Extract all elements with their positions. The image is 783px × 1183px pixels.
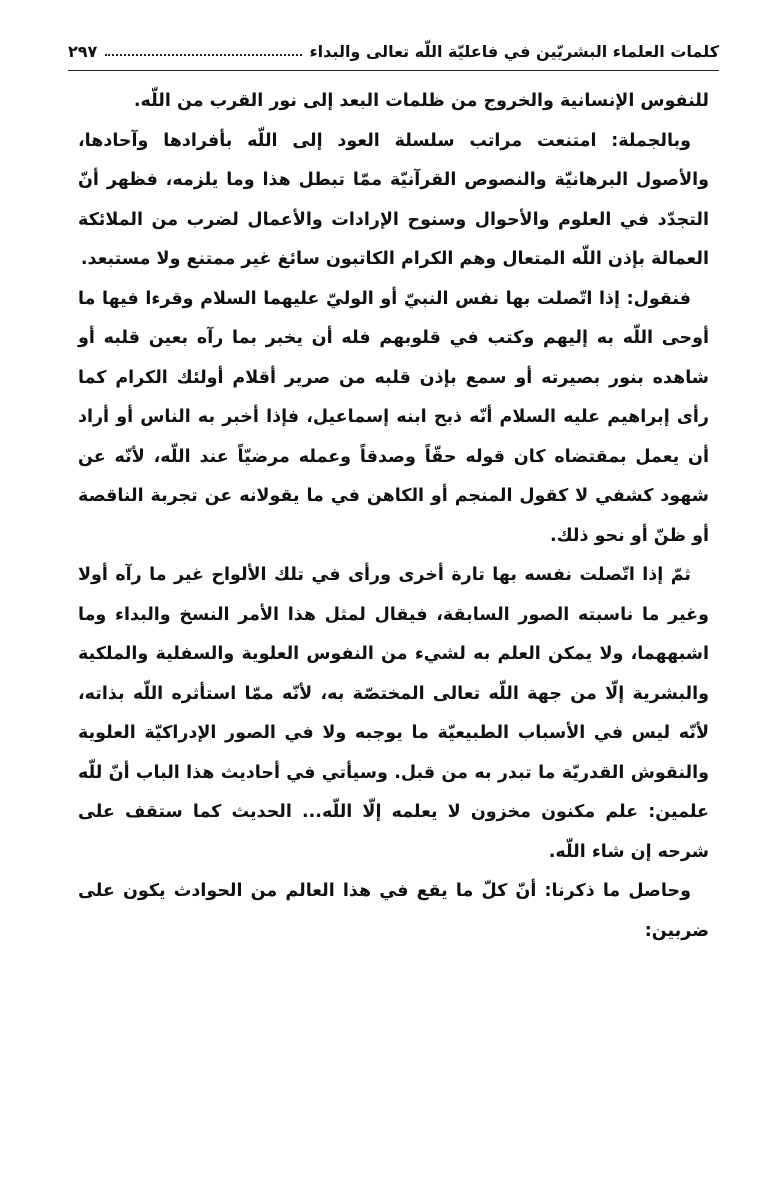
header-title: كلمات العلماء البشريّين في فاعليّة اللّه تعالى والبداء	[309, 41, 719, 61]
paragraph: للنفوس الإنسانية والخروج من ظلمات البعد إلى نور القرب من اللّه.	[133, 91, 709, 111]
paragraph: وبالجملة: امتنعت مراتب سلسلة العود إلى اللّه بأفرادها وآحادها، والأصول البرهانيّة والنصوص القرآنيّة ممّا تبطل هذا وما يلزمه، فظهر أنّ التجدّد في العلوم والأحوال وسنوح الإرادات والأعمال لضرب من الملائكة العمالة بإذن اللّه المتعال وهم الكرام الكاتبون سائغ غير ممتنع ولا مستبعد.	[78, 130, 709, 269]
body-text	[78, 82, 709, 951]
header-rule	[68, 70, 719, 71]
paragraph: وحاصل ما ذكرنا: أنّ كلّ ما يقع في هذا العالم من الحوادث يكون على ضربين:	[78, 881, 709, 941]
paragraph: ثمّ إذا اتّصلت نفسه بها تارة أخرى ورأى في تلك الألواح غير ما رآه أولا وغير ما ناسبته الصور السابقة، فيقال لمثل هذا الأمر النسخ والبداء وما اشبههما، ولا يمكن العلم به لشيء من النفوس العلوية والسفلية والملكية والبشرية إلّا من جهة اللّه تعالى المختصّة به، لأنّه ممّا استأثره اللّه بذاته، لأنّه ليس في الأسباب الطبيعيّة ما يوجبه ولا في الصور الإدراكيّة العلوية والنقوش القدريّة ما تبدر به من قبل. وسيأتي في أحاديث هذا الباب أنّ للّه علمين: علم مكنون مخزون لا يعلمه إلّا اللّه... الحديث كما ستقف على شرحه إن شاء اللّه.	[78, 565, 709, 862]
page-number: ٢٩٧	[68, 41, 98, 61]
running-header	[68, 34, 719, 68]
header-leader-dots	[105, 54, 301, 56]
paragraph: فنقول: إذا اتّصلت بها نفس النبيّ أو الوليّ عليهما السلام وقرءا فيها ما أوحى اللّه به إليهم وكتب في قلوبهم فله أن يخبر بما رآه بعين قلبه أو شاهده بنور بصيرته أو سمع بإذن قلبه من صرير أقلام أولئك الكرام كما رأى إبراهيم عليه السلام أنّه ذبح ابنه إسماعيل، فإذا أخبر به الناس أو أراد أن يعمل بمقتضاه كان قوله حقّاً وصدقاً وعمله مرضيّاً عند اللّه، لأنّه عن شهود كشفي لا كقول المنجم أو الكاهن في ما يقولانه عن تجربة الناقصة أو ظنّ أو نحو ذلك.	[78, 288, 709, 546]
